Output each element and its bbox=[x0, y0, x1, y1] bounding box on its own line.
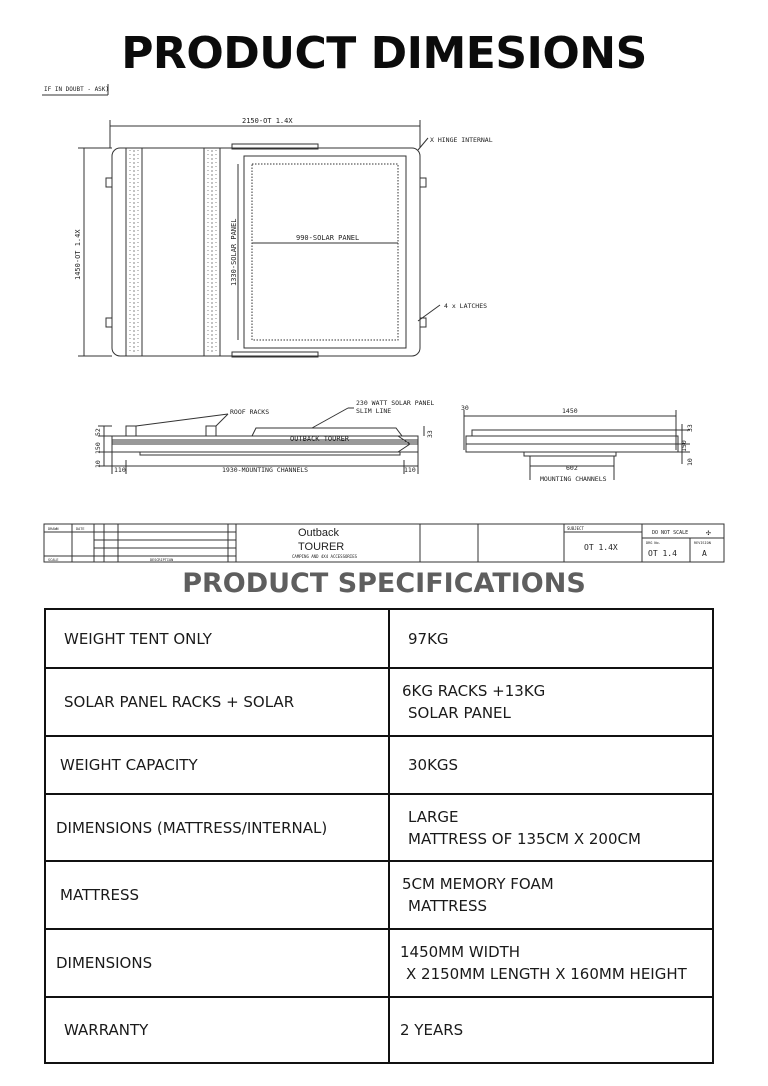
side-view bbox=[98, 408, 424, 474]
spec-value-line: 97KG bbox=[408, 629, 449, 648]
mounting-channels-label: 1930-MOUNTING CHANNELS bbox=[222, 466, 309, 474]
latches-callout: 4 x LATCHES bbox=[444, 302, 488, 310]
hinge-callout: X HINGE INTERNAL bbox=[430, 136, 493, 144]
spec-value bbox=[389, 668, 713, 736]
spec-value bbox=[389, 997, 713, 1063]
table-row bbox=[45, 861, 713, 929]
spec-value-line: MATTRESS OF 135CM X 200CM bbox=[408, 829, 641, 848]
title-block-brand-2: TOURER bbox=[298, 541, 345, 553]
end-dim-602: 602 bbox=[566, 464, 578, 472]
title-block-description: DESCRIPTION bbox=[150, 558, 174, 562]
spec-label: DIMENSIONS bbox=[45, 929, 389, 997]
spec-value-line: 6KG RACKS +13KG bbox=[402, 682, 546, 700]
table-row bbox=[45, 794, 713, 861]
title-block-drg-value: OT 1.4 bbox=[648, 549, 677, 558]
table-row bbox=[45, 736, 713, 794]
spec-value-line: 30KGS bbox=[408, 756, 459, 774]
spec-value-line: 1450MM WIDTH bbox=[400, 943, 521, 961]
spec-value bbox=[389, 861, 713, 929]
side-dim-52: 52 bbox=[94, 428, 102, 436]
title-block-brand-1: Outback bbox=[298, 527, 339, 539]
title-block-subject-label: SUBJECT bbox=[567, 526, 584, 531]
spec-value-line: 5CM MEMORY FOAM bbox=[402, 875, 554, 893]
side-dim-110-left: 110 bbox=[114, 466, 126, 474]
spec-value bbox=[389, 609, 713, 668]
side-dim-110-right: 110 bbox=[404, 466, 416, 474]
spec-label: MATTRESS bbox=[45, 861, 389, 929]
end-mounting-channels-label: MOUNTING CHANNELS bbox=[540, 475, 607, 483]
page-title: PRODUCT DIMESIONS bbox=[121, 28, 647, 79]
spec-value-line: MATTRESS bbox=[408, 897, 488, 915]
overall-length-label: 2150-OT 1.4X bbox=[242, 117, 293, 125]
drawing-note: IF IN DOUBT - ASK) bbox=[44, 86, 110, 93]
title-block-date: DATE bbox=[76, 527, 85, 531]
title-block-drawn: DRAWN bbox=[48, 527, 59, 531]
solar-panel-width-label: 990-SOLAR PANEL bbox=[296, 234, 360, 242]
spec-value-line: SOLAR PANEL bbox=[408, 704, 511, 722]
title-block-subject-value: OT 1.4X bbox=[584, 543, 618, 552]
solar-panel-note-1: 230 WATT SOLAR PANEL bbox=[356, 399, 435, 407]
spec-label: DIMENSIONS (MATTRESS/INTERNAL) bbox=[45, 794, 389, 861]
table-row bbox=[45, 929, 713, 997]
title-block-drg-label: DRG No. bbox=[646, 541, 661, 545]
side-dim-33: 33 bbox=[426, 430, 434, 438]
table-row bbox=[45, 997, 713, 1063]
spec-label: WEIGHT TENT ONLY bbox=[45, 609, 389, 668]
spec-value-line: 2 YEARS bbox=[400, 1021, 464, 1039]
end-dim-30: 30 bbox=[461, 404, 469, 412]
table-row bbox=[45, 668, 713, 736]
specs-title: PRODUCT SPECIFICATIONS bbox=[182, 568, 586, 599]
end-dim-10: 10 bbox=[686, 458, 694, 466]
side-dim-10: 10 bbox=[94, 460, 102, 468]
spec-value bbox=[389, 929, 713, 997]
title-block-do-not-scale: DO NOT SCALE bbox=[652, 530, 689, 536]
side-dim-150: 150 bbox=[94, 442, 102, 454]
spec-label: WARRANTY bbox=[45, 997, 389, 1063]
solar-panel-note-2: SLIM LINE bbox=[356, 407, 392, 415]
title-block-tagline: CAMPING AND 4X4 ACCESSORIES bbox=[292, 554, 358, 559]
table-row bbox=[45, 609, 713, 668]
side-brand-label: OUTBACK TOURER bbox=[290, 435, 350, 443]
title-block bbox=[44, 524, 724, 562]
end-dim-33: 33 bbox=[686, 424, 694, 432]
technical-drawing bbox=[0, 80, 768, 570]
specifications-table bbox=[44, 608, 714, 1064]
spec-value bbox=[389, 794, 713, 861]
spec-value bbox=[389, 736, 713, 794]
spec-label: SOLAR PANEL RACKS + SOLAR bbox=[45, 668, 389, 736]
end-dim-1450: 1450 bbox=[562, 407, 578, 415]
spec-label: WEIGHT CAPACITY bbox=[45, 736, 389, 794]
overall-width-label: 1450-OT 1.4X bbox=[74, 229, 82, 280]
title-block-revision-label: REVISION bbox=[694, 541, 711, 545]
roof-racks-label: ROOF RACKS bbox=[230, 408, 270, 416]
spec-value-line: X 2150MM LENGTH X 160MM HEIGHT bbox=[406, 965, 687, 983]
spec-value-line: LARGE bbox=[408, 807, 459, 826]
title-block-scale: SCALE bbox=[48, 558, 59, 562]
title-block-revision-value: A bbox=[702, 549, 707, 558]
end-dim-150: 150 bbox=[680, 440, 688, 452]
solar-panel-length-label: 1330-SOLAR PANEL bbox=[230, 218, 238, 286]
top-view bbox=[78, 120, 440, 357]
do-not-scale-icon: ✣ bbox=[706, 528, 711, 537]
